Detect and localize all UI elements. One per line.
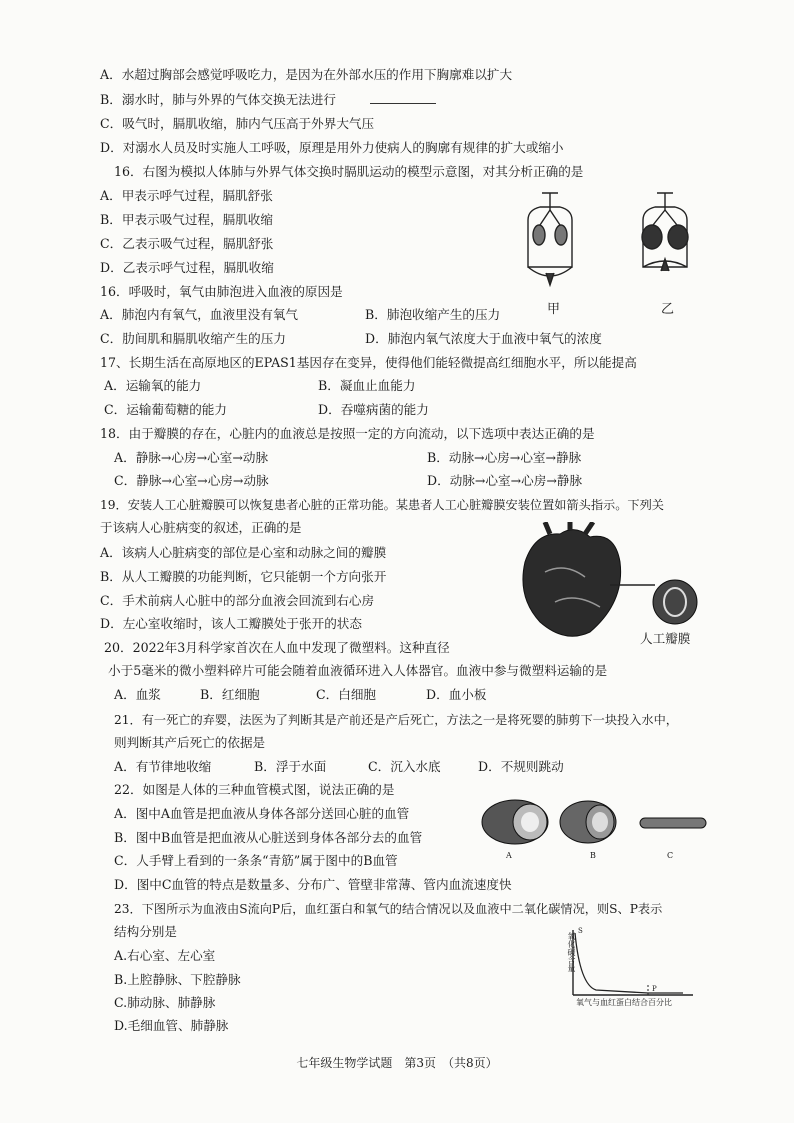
graph-x-label: 氧气与血红蛋白结合百分比	[576, 998, 672, 1007]
q19-option-a: A．该病人心脏病变的部位是心室和动脉之间的瓣膜	[100, 545, 387, 560]
q21-option-c: C．沉入水底	[368, 759, 441, 774]
q23-option-d: D.毛细血管、肺静脉	[114, 1018, 229, 1033]
q16b-option-c: C．肋间肌和膈肌收缩产生的压力	[100, 331, 286, 346]
q21-stem-line2: 则判断其产后死亡的依据是	[114, 735, 266, 750]
q17-stem: 17、长期生活在高原地区的EPAS1基因存在变异，使得他们能轻微提高红细胞水平，所以能提高	[100, 355, 637, 370]
vessel-c-icon	[640, 818, 706, 828]
q21-option-d: D．不规则跳动	[478, 759, 564, 774]
q15-option-b: B．溺水时，肺与外界的气体交换无法进行	[100, 92, 336, 107]
vessel-label-b: B	[590, 851, 596, 860]
q16a-option-d: D．乙表示呼气过程，膈肌收缩	[100, 260, 274, 275]
q16a-option-c: C．乙表示吸气过程，膈肌舒张	[100, 236, 274, 251]
vessel-label-c: C	[667, 851, 674, 860]
q18-stem: 18．由于瓣膜的存在，心脏内的血液总是按照一定的方向流动，以下选项中表达正确的是	[100, 426, 595, 441]
q18-option-d: D．动脉→心室→心房→静脉	[427, 473, 583, 488]
q23-option-a: A.右心室、左心室	[114, 948, 216, 963]
q23-stem-line2: 结构分别是	[114, 924, 177, 939]
q16a-option-b: B．甲表示吸气过程，膈肌收缩	[100, 212, 273, 227]
q23-stem-line1: 23．下图所示为血液由S流向P后，血红蛋白和氧气的结合情况以及血液中二氧化碳情况，则S、P表示	[114, 902, 663, 916]
q23-option-b: B.上腔静脉、下腔静脉	[114, 972, 241, 987]
q17-option-c: C．运输葡萄糖的能力	[104, 402, 227, 417]
q20-option-c: C．白细胞	[316, 687, 377, 702]
graph-s-label: S	[578, 927, 583, 935]
q19-option-d: D．左心室收缩时，该人工瓣膜处于张开的状态	[100, 616, 362, 631]
vessel-b-icon	[560, 801, 616, 843]
q20-option-d: D．血小板	[426, 687, 487, 702]
q22-option-c: C．人手臂上看到的一条条“青筋”属于图中的B血管	[114, 853, 398, 868]
q15-option-a: A．水超过胸部会感觉呼吸吃力，是因为在外部水压的作用下胸廓难以扩大	[100, 67, 513, 82]
q22-stem: 22．如图是人体的三种血管模式图，说法正确的是	[114, 782, 395, 797]
figure-label-jia: 甲	[547, 302, 561, 317]
vessel-label-a: A	[506, 851, 512, 860]
q20-option-b: B．红细胞	[200, 687, 260, 702]
blood-vessels-figure	[470, 796, 715, 854]
q16a-option-a: A．甲表示呼气过程，膈肌舒张	[100, 188, 273, 203]
figure-label-yi: 乙	[661, 302, 675, 317]
q20-option-a: A．血浆	[114, 687, 161, 702]
q22-option-a: A．图中A血管是把血液从身体各部分送回心脏的血管	[114, 806, 410, 821]
q20-stem-line2: 小于5毫米的微小塑料碎片可能会随着血液循环进入人体器官。血液中参与微塑料运输的是	[108, 663, 608, 678]
q16b-option-a: A．肺泡内有氧气，血液里没有氧气	[100, 307, 299, 322]
answer-underline	[370, 103, 436, 104]
q17-option-b: B．凝血止血能力	[318, 378, 416, 393]
q16b-option-d: D．肺泡内氧气浓度大于血液中氧气的浓度	[365, 331, 602, 346]
q15-option-c: C．吸气时，膈肌收缩，肺内气压高于外界大气压	[100, 116, 375, 131]
q15-option-d: D．对溺水人员及时实施人工呼吸，原理是用外力使病人的胸廓有规律的扩大或缩小	[100, 140, 564, 155]
q19-stem-line2: 于该病人心脏病变的叙述，正确的是	[100, 520, 302, 535]
q22-option-b: B．图中B血管是把血液从心脏送到身体各部分去的血管	[114, 830, 423, 845]
q16b-stem: 16．呼吸时，氧气由肺泡进入血液的原因是	[100, 284, 343, 299]
bell-jar-jia	[528, 193, 572, 285]
q19-option-b: B．从人工瓣膜的功能判断，它只能朝一个方向张开	[100, 569, 387, 584]
q23-option-c: C.肺动脉、肺静脉	[114, 995, 216, 1010]
bell-jar-yi	[642, 193, 688, 271]
q22-option-d: D．图中C血管的特点是数量多、分布广、管壁非常薄、管内血流速度快	[114, 877, 512, 892]
q19-option-c: C．手术前病人心脏中的部分血液会回流到右心房	[100, 593, 375, 608]
vessel-a-icon	[482, 800, 548, 844]
q21-option-b: B．浮于水面	[254, 759, 327, 774]
q18-option-b: B．动脉→心房→心室→静脉	[427, 450, 582, 465]
q18-option-a: A．静脉→心房→心室→动脉	[114, 450, 269, 465]
q17-option-d: D．吞噬病菌的能力	[318, 402, 429, 417]
q18-option-c: C．静脉→心室→心房→动脉	[114, 473, 269, 488]
q21-stem-line1: 21．有一死亡的弃婴，法医为了判断其是产前还是产后死亡，方法之一是将死婴的肺剪下一块投入水中，	[114, 713, 678, 727]
graph-p-label: P	[652, 985, 657, 993]
q19-stem-line1: 19．安装人工心脏瓣膜可以恢复患者心脏的正常功能。某患者人工心脏瓣膜安装位置如箭头指示。下列关	[100, 498, 664, 512]
q20-stem-line1: 20．2022年3月科学家首次在人血中发现了微塑料。这种直径	[104, 640, 450, 655]
q16a-stem: 16．右图为模拟人体肺与外界气体交换时膈肌运动的模型示意图，对其分析正确的是	[114, 164, 584, 179]
page-footer: 七年级生物学试题 第3页 （共8页）	[296, 1056, 498, 1070]
q16b-option-b: B．肺泡收缩产生的压力	[365, 307, 501, 322]
q21-option-a: A．有节律地收缩	[114, 759, 212, 774]
bell-jar-model-figure	[520, 185, 715, 305]
graph-y-label: 氧化碳含量	[567, 932, 576, 972]
artificial-valve-caption: 人工瓣膜	[640, 631, 691, 646]
q17-option-a: A．运输氧的能力	[104, 378, 202, 393]
